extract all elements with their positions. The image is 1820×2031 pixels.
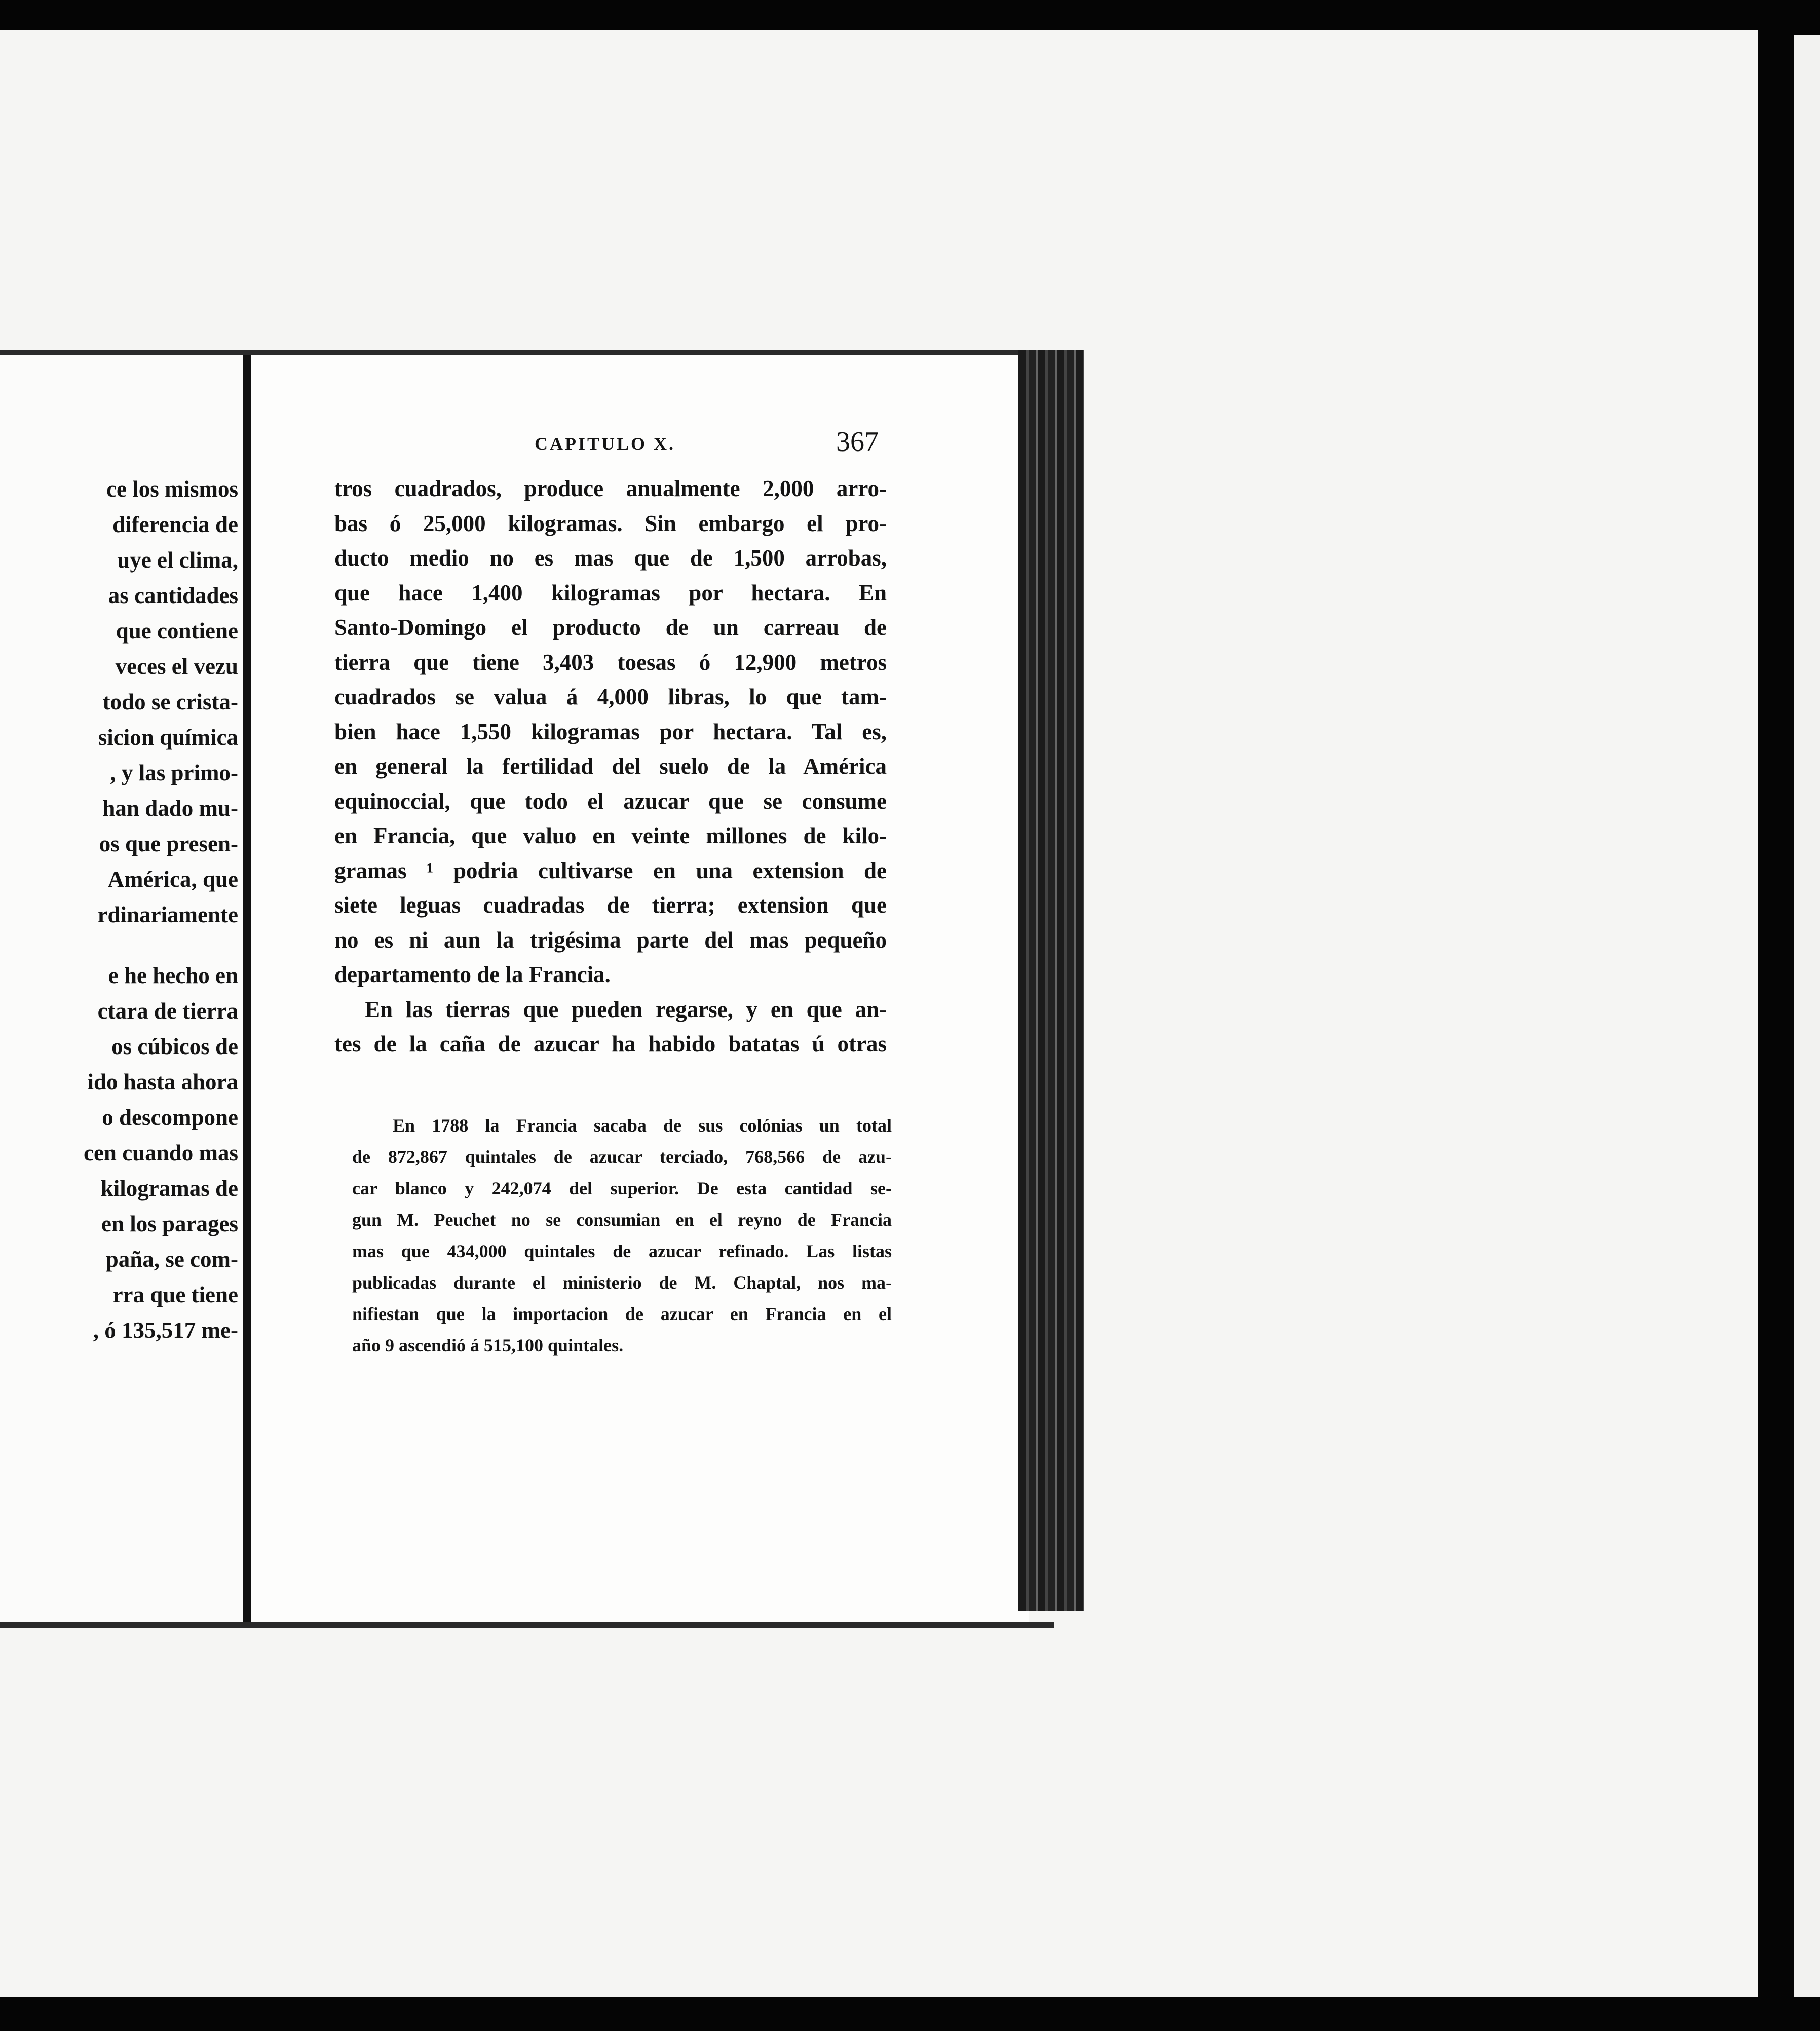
text-line: tierra que tiene 3,403 toesas ó 12,900 metros xyxy=(334,649,887,675)
text-line: tes de la caña de azucar ha habido batatas ú otras xyxy=(334,1031,887,1057)
left-line: ido hasta ahora xyxy=(87,1069,238,1095)
text-line: tros cuadrados, produce anualmente 2,000 arro- xyxy=(334,476,887,501)
footnote-line: En 1788 la Francia sacaba de sus colónias un total xyxy=(393,1115,892,1136)
text-line: ducto medio no es mas que de 1,500 arrobas, xyxy=(334,545,887,571)
page-number: 367 xyxy=(836,426,879,458)
left-line: ctara de tierra xyxy=(97,998,238,1024)
left-line: América, que xyxy=(107,867,238,892)
text-line: gramas ¹ podria cultivarse en una extension de xyxy=(334,857,887,883)
main-text xyxy=(334,471,887,1062)
footnote-line: publicadas durante el ministerio de M. Chaptal, nos ma- xyxy=(352,1272,892,1293)
binding-bottom-edge xyxy=(0,1622,1054,1628)
left-line: todo se crista- xyxy=(102,689,238,714)
adjacent-sheet-edge xyxy=(1794,35,1820,1997)
left-line: e he hecho en xyxy=(108,963,238,988)
left-line: han dado mu- xyxy=(102,796,238,821)
text-line: que hace 1,400 kilogramas por hectara. En xyxy=(334,580,887,606)
binding-top-edge xyxy=(0,350,1039,355)
left-line: uye el clima, xyxy=(117,547,238,573)
text-line: En las tierras que pueden regarse, y en que an- xyxy=(365,996,887,1022)
left-page-text xyxy=(0,471,238,1348)
footnote-line: año 9 ascendió á 515,100 quintales. xyxy=(352,1335,624,1356)
text-line: bien hace 1,550 kilogramas por hectara. Tal es, xyxy=(334,719,887,744)
left-line: rra que tiene xyxy=(112,1282,238,1307)
text-line: en general la fertilidad del suelo de la América xyxy=(334,754,887,779)
text-line: departamento de la Francia. xyxy=(334,962,611,987)
text-line: bas ó 25,000 kilogramas. Sin embargo el pro- xyxy=(334,510,887,536)
left-line: kilogramas de xyxy=(100,1176,238,1201)
text-line: siete leguas cuadradas de tierra; extension que xyxy=(334,892,887,918)
book-fore-edge xyxy=(1018,350,1084,1611)
left-line: en los parages xyxy=(101,1211,238,1236)
footnote xyxy=(352,1110,892,1361)
left-line: as cantidades xyxy=(108,583,238,608)
left-line: os que presen- xyxy=(99,831,238,856)
footnote-line: nifiestan que la importacion de azucar en Francia en el xyxy=(352,1304,892,1324)
left-line: que contiene xyxy=(116,618,238,644)
text-line: no es ni aun la trigésima parte del mas pequeño xyxy=(334,927,887,953)
footnote-line: gun M. Peuchet no se consumian en el reyno de Francia xyxy=(352,1210,892,1230)
left-line: diferencia de xyxy=(112,512,238,537)
left-page xyxy=(0,350,247,1627)
left-line: , ó 135,517 me- xyxy=(93,1318,238,1343)
footnote-line: car blanco y 242,074 del superior. De esta cantidad se- xyxy=(352,1178,892,1198)
text-line: cuadrados se valua á 4,000 libras, lo que tam- xyxy=(334,684,887,709)
left-line: , y las primo- xyxy=(110,760,238,785)
paragraph-gap xyxy=(0,932,238,958)
left-line: paña, se com- xyxy=(105,1247,238,1272)
left-line: os cúbicos de xyxy=(111,1034,238,1059)
left-line: veces el vezu xyxy=(115,654,238,679)
left-line: cen cuando mas xyxy=(83,1140,238,1165)
text-line: equinoccial, que todo el azucar que se consume xyxy=(334,788,887,814)
footnote-line: de 872,867 quintales de azucar terciado, 768,566 de azu- xyxy=(352,1147,892,1167)
left-line: sicion química xyxy=(98,725,238,750)
left-line: o descompone xyxy=(102,1105,238,1130)
text-line: en Francia, que valuo en veinte millones de kilo- xyxy=(334,823,887,848)
left-line: rdinariamente xyxy=(97,902,238,927)
text-line: Santo-Domingo el producto de un carreau de xyxy=(334,615,887,640)
running-head: CAPITULO X. xyxy=(535,434,676,454)
left-line: ce los mismos xyxy=(106,476,238,502)
footnote-line: mas que 434,000 quintales de azucar refinado. Las listas xyxy=(352,1241,892,1261)
